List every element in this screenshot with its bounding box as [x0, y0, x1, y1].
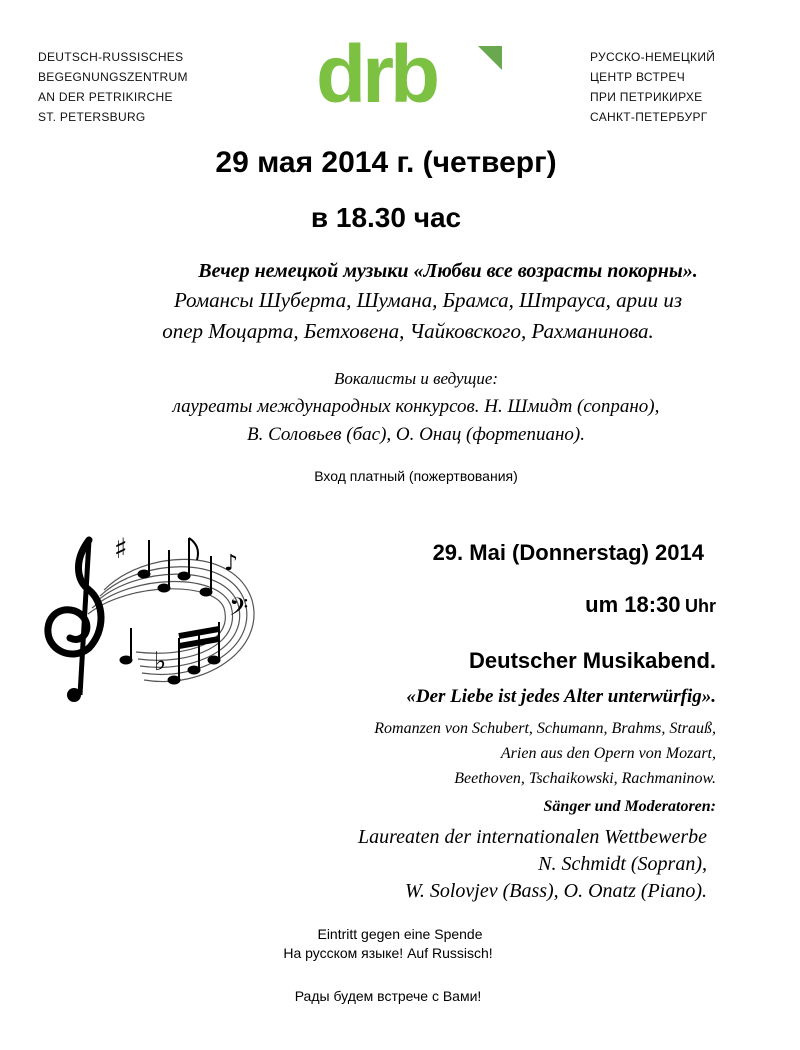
header-left: [38, 47, 188, 127]
treble-clef-icon: [48, 540, 101, 702]
de-program-line: Romanzen von Schubert, Schumann, Brahms, Strauß,: [374, 720, 716, 737]
ru-time: в 18.30 час: [310, 202, 462, 233]
svg-text:♭: ♭: [154, 647, 167, 677]
header-right-line: ЦЕНТР ВСТРЕЧ: [590, 70, 686, 84]
ru-performers-line: лауреаты международных конкурсов. Н. Шмидт (сопрано),: [172, 396, 660, 417]
svg-text:𝄢: 𝄢: [229, 593, 249, 628]
ru-performers-label: Вокалисты и ведущие:: [333, 369, 499, 388]
header-left-line: AN DER PETRIKIRCHE: [38, 90, 173, 104]
de-date: 29. Mai (Donnerstag) 2014: [432, 540, 704, 565]
ru-entry: Вход платный (пожертвования): [314, 468, 518, 484]
de-subtitle: «Der Liebe ist jedes Alter unterwürfig».: [406, 686, 716, 707]
logo-text: drb: [316, 29, 437, 120]
de-performers-line: N. Schmidt (Sopran),: [538, 853, 707, 875]
ru-performers-line: В. Соловьев (бас), О. Онац (фортепиано).: [246, 424, 585, 445]
ru-date: 29 мая 2014 г. (четверг): [215, 146, 557, 179]
header-right-line: РУССКО-НЕМЕЦКИЙ: [590, 50, 716, 64]
de-time: um 18:30: [585, 592, 681, 617]
de-entry: Eintritt gegen eine Spende: [317, 926, 483, 942]
music-notes-illustration: [34, 530, 264, 710]
footer-language: На русском языке! Auf Russisch!: [283, 945, 493, 961]
de-title: Deutscher Musikabend.: [469, 648, 716, 673]
ru-title: Вечер немецкой музыки «Любви все возрасты покорны».: [198, 260, 698, 282]
header-right: [590, 47, 715, 127]
header-left-line: ST. PETERSBURG: [38, 110, 146, 124]
de-performers-line: Laureaten der internationalen Wettbewerbe: [357, 826, 707, 848]
header-right-line: ПРИ ПЕТРИКИРХЕ: [590, 90, 703, 104]
header-right-line: САНКТ-ПЕТЕРБУРГ: [590, 110, 708, 124]
ru-program-line: опер Моцарта, Бетховена, Чайковского, Рахманинова.: [162, 319, 654, 343]
de-performers-label: Sänger und Moderatoren:: [543, 798, 716, 815]
de-time-line: [400, 590, 716, 623]
footer-welcome: Рады будем встрече с Вами!: [294, 988, 482, 1004]
de-program-line: Arien aus den Opern von Mozart,: [500, 745, 716, 762]
drb-logo: [316, 29, 506, 120]
ru-program-line: Романсы Шуберта, Шумана, Брамса, Штрауса, арии из: [173, 288, 683, 312]
de-time-unit: Uhr: [685, 596, 716, 616]
header-left-line: DEUTSCH-RUSSISCHES: [38, 50, 184, 64]
logo-arrow-icon: [474, 44, 504, 74]
svg-text:♪: ♪: [224, 551, 239, 576]
de-program-line: Beethoven, Tschaikowski, Rachmaninow.: [454, 770, 716, 787]
svg-text:♯: ♯: [114, 532, 128, 565]
header-left-line: BEGEGNUNGSZENTRUM: [38, 70, 188, 84]
de-performers-line: W. Solovjev (Bass), O. Onatz (Piano).: [405, 880, 707, 902]
